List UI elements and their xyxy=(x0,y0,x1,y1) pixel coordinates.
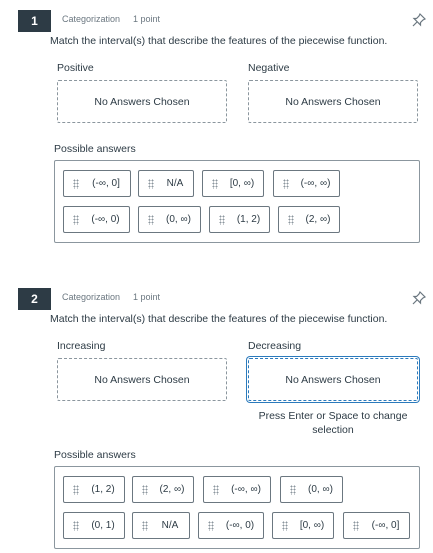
drag-handle-icon xyxy=(73,179,79,189)
answer-chip[interactable]: (-∞, ∞) xyxy=(203,476,271,503)
dropzone-decreasing[interactable] xyxy=(248,358,418,401)
dropzone-positive[interactable] xyxy=(57,80,227,123)
drag-handle-icon xyxy=(73,485,79,495)
answer-chip[interactable]: (0, ∞) xyxy=(138,206,201,233)
answer-chip[interactable]: (-∞, ∞) xyxy=(273,170,340,197)
question-type: Categorization xyxy=(62,292,121,302)
keyboard-hint: Press Enter or Space to change selection xyxy=(258,410,408,436)
question-prompt: Match the interval(s) that describe the features of the piecewise function. xyxy=(50,313,388,325)
answer-chip[interactable]: (1, 2) xyxy=(209,206,270,233)
category-label-increasing: Increasing xyxy=(57,340,106,352)
dropzone-increasing[interactable] xyxy=(57,358,227,401)
category-label-negative: Negative xyxy=(248,62,290,74)
pin-icon[interactable] xyxy=(411,290,427,306)
answer-chip[interactable]: (2, ∞) xyxy=(278,206,340,233)
possible-answers-label: Possible answers xyxy=(54,449,136,461)
category-label-decreasing: Decreasing xyxy=(248,340,302,352)
dropzone-placeholder: No Answers Chosen xyxy=(285,373,381,386)
answer-chip[interactable]: (1, 2) xyxy=(63,476,125,503)
answer-chip[interactable]: [0, ∞) xyxy=(272,512,334,539)
answer-chip[interactable]: [0, ∞) xyxy=(202,170,264,197)
question-prompt: Match the interval(s) that describe the features of the piecewise function. xyxy=(50,35,388,47)
drag-handle-icon xyxy=(282,521,288,531)
answer-chip[interactable]: (-∞, 0) xyxy=(198,512,264,539)
pin-icon[interactable] xyxy=(411,12,427,28)
drag-handle-icon xyxy=(142,521,148,531)
drag-handle-icon xyxy=(219,215,225,225)
possible-answers-box xyxy=(54,160,420,243)
question-2 xyxy=(0,278,433,553)
drag-handle-icon xyxy=(213,485,219,495)
answer-chip[interactable]: N/A xyxy=(138,170,194,197)
dropzone-placeholder: No Answers Chosen xyxy=(285,95,381,108)
answer-chip[interactable]: (-∞, 0) xyxy=(63,206,130,233)
answer-chip[interactable]: (0, 1) xyxy=(63,512,125,539)
possible-answers-label: Possible answers xyxy=(54,143,136,155)
drag-handle-icon xyxy=(142,485,148,495)
dropzone-placeholder: No Answers Chosen xyxy=(94,95,190,108)
drag-handle-icon xyxy=(290,485,296,495)
question-number: 2 xyxy=(18,288,51,310)
drag-handle-icon xyxy=(283,179,289,189)
drag-handle-icon xyxy=(212,179,218,189)
question-header xyxy=(18,288,433,310)
dropzone-placeholder: No Answers Chosen xyxy=(94,373,190,386)
drag-handle-icon xyxy=(73,215,79,225)
drag-handle-icon xyxy=(73,521,79,531)
question-type: Categorization xyxy=(62,14,121,24)
drag-handle-icon xyxy=(208,521,214,531)
question-header xyxy=(18,10,433,32)
question-points: 1 point xyxy=(133,14,161,24)
drag-handle-icon xyxy=(148,215,154,225)
category-label-positive: Positive xyxy=(57,62,94,74)
answer-chip[interactable]: N/A xyxy=(132,512,190,539)
drag-handle-icon xyxy=(353,521,359,531)
question-points: 1 point xyxy=(133,292,161,302)
answer-chip[interactable]: (2, ∞) xyxy=(132,476,194,503)
possible-answers-box xyxy=(54,466,420,549)
drag-handle-icon xyxy=(288,215,294,225)
answer-chip[interactable]: (-∞, 0] xyxy=(343,512,410,539)
question-number: 1 xyxy=(18,10,51,32)
answer-chip[interactable]: (-∞, 0] xyxy=(63,170,131,197)
dropzone-negative[interactable] xyxy=(248,80,418,123)
answer-chip[interactable]: (0, ∞) xyxy=(280,476,343,503)
drag-handle-icon xyxy=(148,179,154,189)
